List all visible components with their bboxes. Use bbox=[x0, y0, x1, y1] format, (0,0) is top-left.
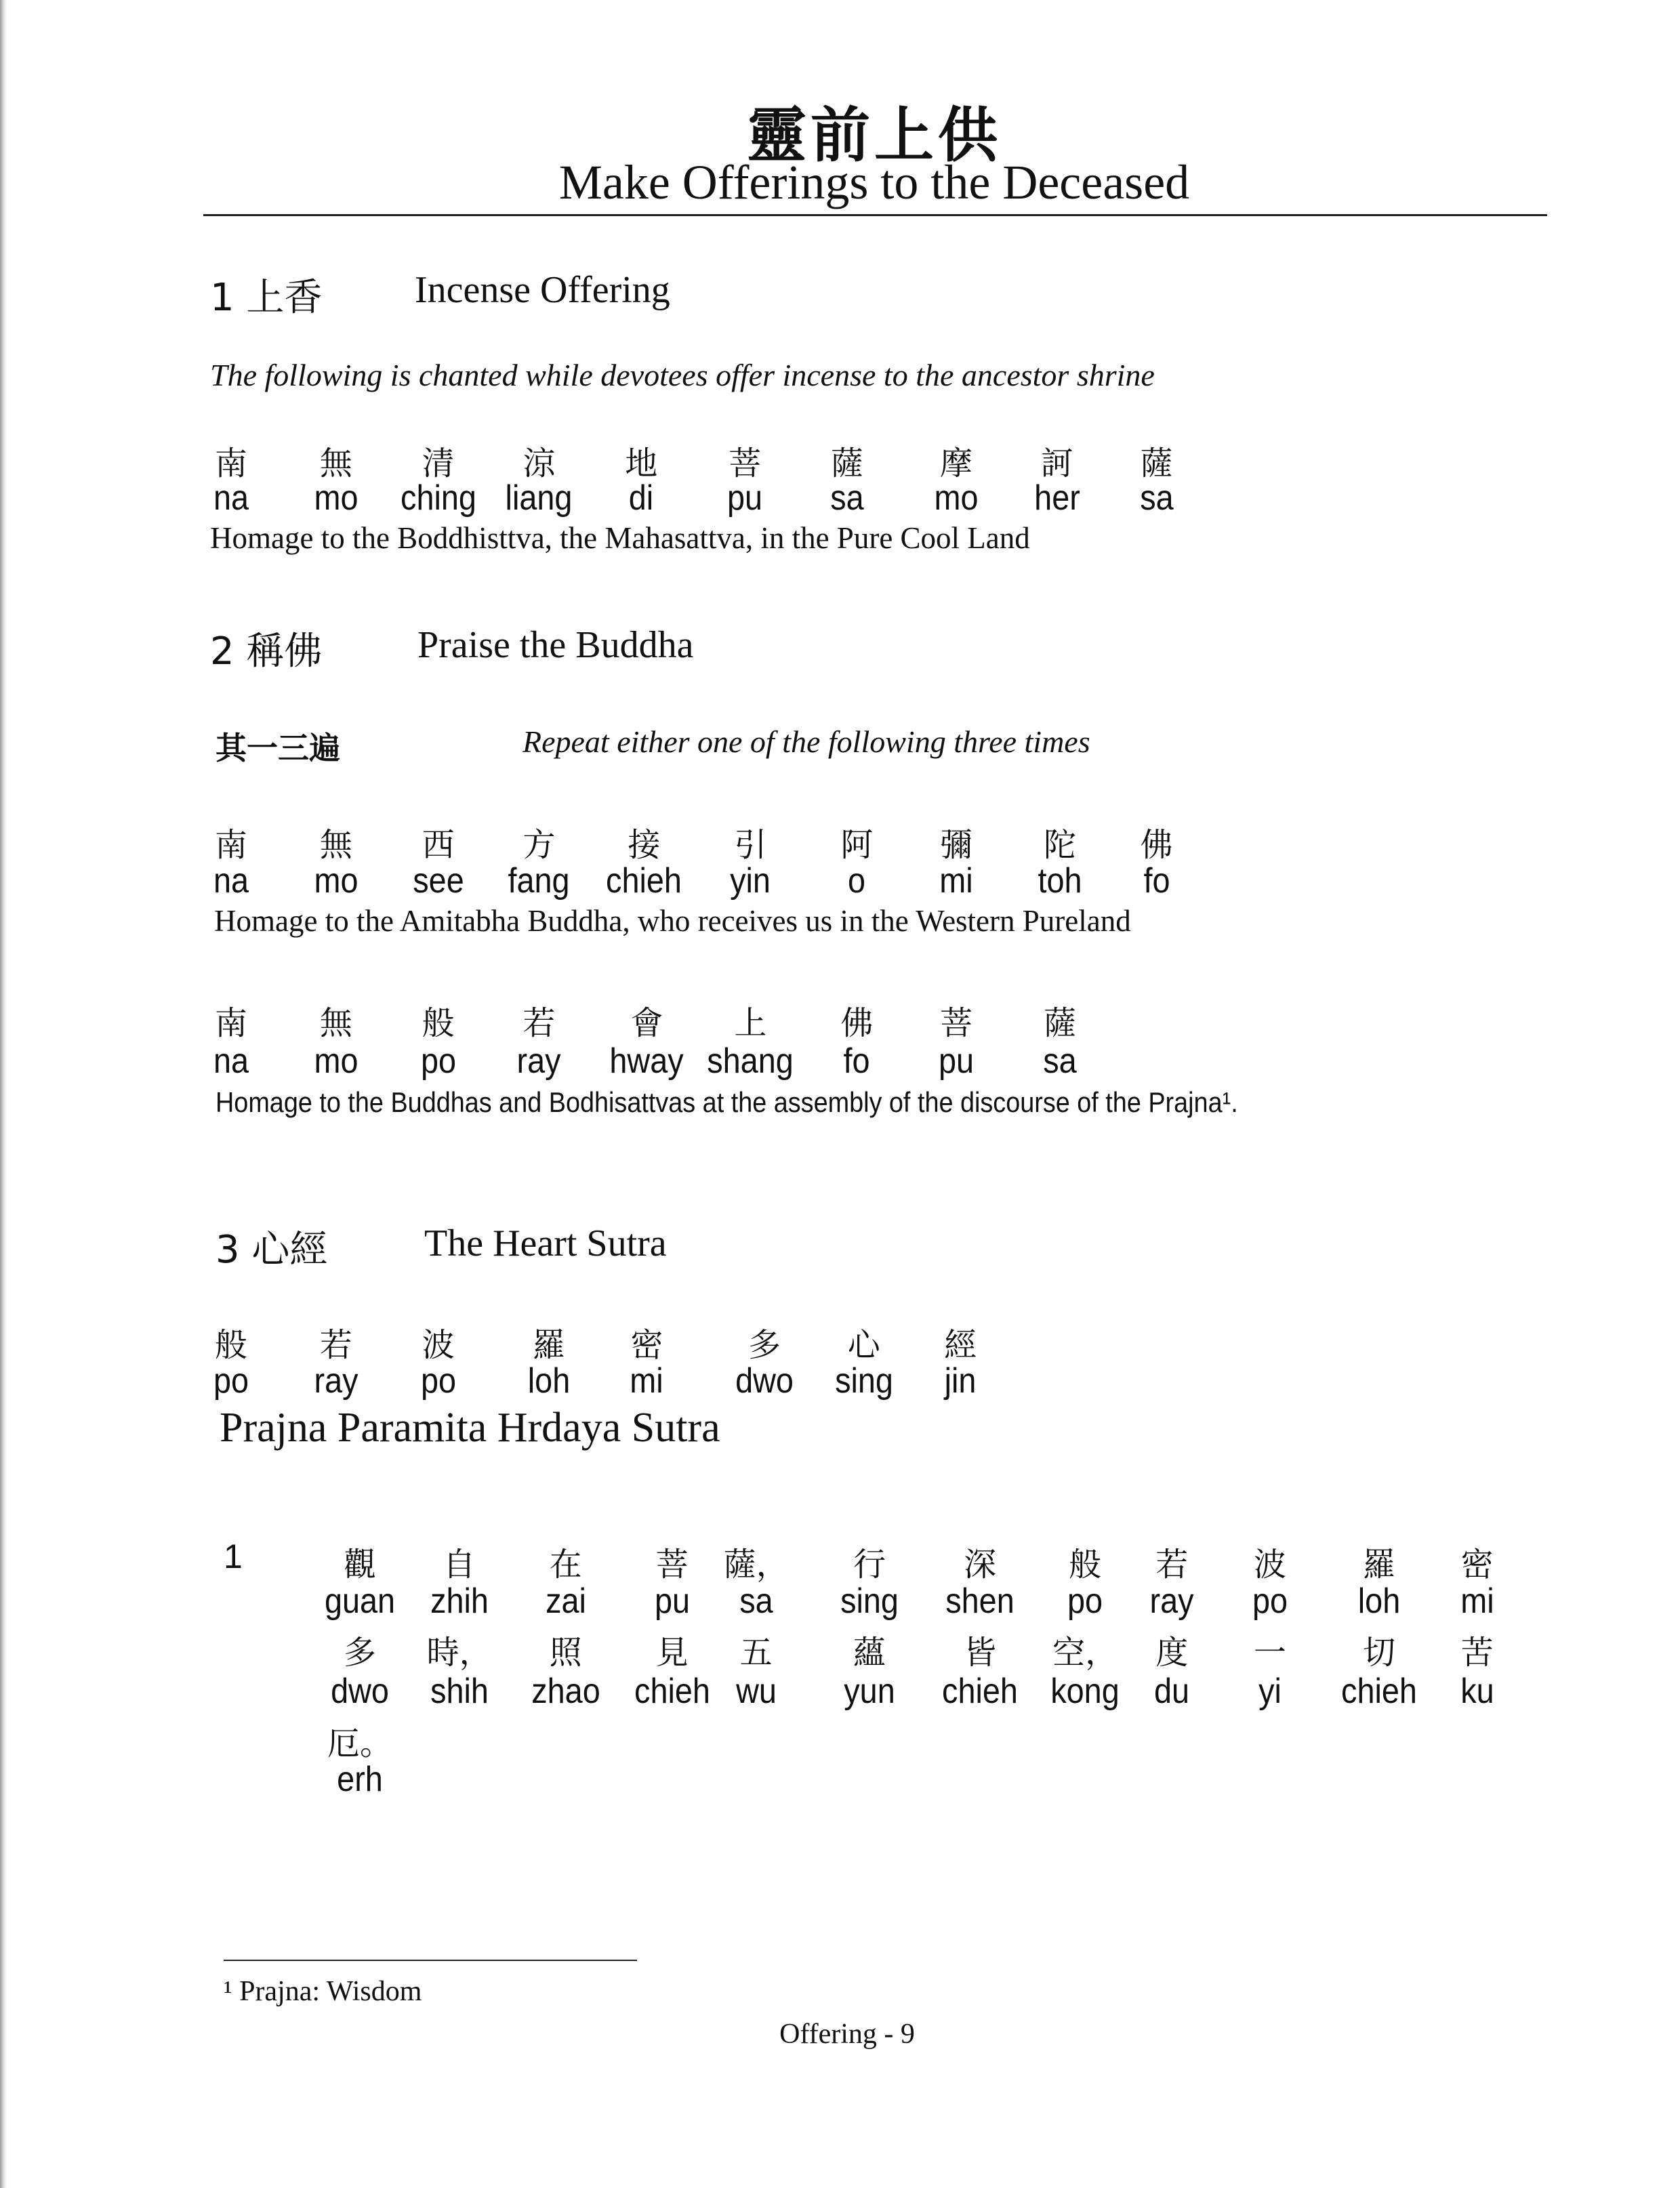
pinyin-syllable: mi bbox=[1460, 1582, 1494, 1621]
chinese-character: 上 bbox=[734, 1004, 767, 1042]
section-2-note: Repeat either one of the following three times bbox=[523, 724, 1090, 759]
page-title-chinese: 靈前上供 bbox=[746, 100, 1002, 170]
pinyin-syllable: sing bbox=[834, 1361, 893, 1401]
chinese-character: 會 bbox=[630, 1004, 663, 1042]
pinyin-syllable: yin bbox=[730, 861, 771, 901]
pinyin-syllable: dwo bbox=[331, 1672, 389, 1711]
pinyin-syllable: chieh bbox=[634, 1672, 710, 1711]
pinyin-syllable: po bbox=[1252, 1582, 1288, 1621]
chinese-character: 無 bbox=[319, 1004, 352, 1042]
page-title: Make Offerings to the Deceased bbox=[558, 155, 1190, 209]
chinese-character: 度 bbox=[1155, 1634, 1189, 1672]
pinyin-syllable: fo bbox=[843, 1041, 870, 1081]
section-1-note: The following is chanted while devotees offer incense to the ancestor shrine bbox=[210, 358, 1155, 392]
pinyin-syllable: wu bbox=[735, 1672, 777, 1711]
pinyin-syllable: mo bbox=[314, 1041, 358, 1081]
verse-number: 1 bbox=[224, 1537, 243, 1575]
pinyin-syllable: chieh bbox=[942, 1672, 1019, 1711]
chinese-character: 薩 bbox=[1140, 445, 1173, 482]
pinyin-syllable: sing bbox=[840, 1582, 899, 1621]
chinese-character: 在 bbox=[549, 1546, 582, 1584]
chinese-character: 菩 bbox=[655, 1546, 689, 1584]
chinese-character: 西 bbox=[422, 826, 455, 864]
chinese-character: 心 bbox=[847, 1326, 880, 1364]
chinese-character: 厄。 bbox=[327, 1725, 392, 1762]
footnote: ¹ Prajna: Wisdom bbox=[224, 1976, 422, 2007]
chinese-character: 佛 bbox=[840, 1004, 874, 1042]
pinyin-syllable: zhao bbox=[531, 1672, 600, 1711]
chinese-character: 羅 bbox=[1362, 1546, 1396, 1584]
pinyin-syllable: na bbox=[213, 478, 249, 518]
chinese-character: 地 bbox=[625, 445, 658, 482]
pinyin-syllable: po bbox=[1067, 1582, 1103, 1621]
chinese-character: 自 bbox=[443, 1546, 476, 1584]
pinyin-syllable: zhih bbox=[430, 1582, 489, 1621]
chinese-character: 觀 bbox=[343, 1546, 376, 1584]
chinese-character: 一 bbox=[1253, 1634, 1286, 1672]
chinese-character: 若 bbox=[1155, 1546, 1189, 1584]
pinyin-syllable: chieh bbox=[606, 861, 682, 901]
pinyin-syllable: dwo bbox=[735, 1361, 794, 1401]
pinyin-syllable: ray bbox=[314, 1361, 358, 1401]
pinyin-syllable: na bbox=[213, 1041, 249, 1081]
section-2-note-chinese: 其一三遍 bbox=[216, 730, 340, 766]
pinyin-syllable: di bbox=[629, 478, 654, 518]
chinese-character: 菩 bbox=[940, 1004, 973, 1042]
chinese-character: 多 bbox=[748, 1326, 781, 1364]
pinyin-syllable: chieh bbox=[1341, 1672, 1417, 1711]
chinese-character: 深 bbox=[964, 1546, 997, 1584]
chinese-character: 陀 bbox=[1043, 826, 1076, 864]
pinyin-syllable: sa bbox=[1139, 478, 1174, 518]
pinyin-syllable: ray bbox=[1149, 1582, 1194, 1621]
pinyin-syllable: jin bbox=[944, 1361, 977, 1401]
chinese-character: 無 bbox=[319, 445, 352, 482]
pinyin-syllable: pu bbox=[654, 1582, 690, 1621]
chinese-character: 摩 bbox=[940, 445, 973, 482]
pinyin-syllable: shang bbox=[707, 1041, 794, 1081]
pinyin-syllable: mi bbox=[939, 861, 973, 901]
chinese-character: 苦 bbox=[1460, 1634, 1494, 1672]
chant-row-2-translation: Homage to the Amitabha Buddha, who receives us in the Western Pureland bbox=[214, 904, 1131, 938]
pinyin-syllable: fang bbox=[508, 861, 570, 901]
pinyin-syllable: mo bbox=[314, 478, 358, 518]
chinese-character: 經 bbox=[944, 1326, 977, 1364]
pinyin-syllable: fo bbox=[1143, 861, 1170, 901]
chinese-character: 南 bbox=[214, 1004, 247, 1042]
chinese-character: 般 bbox=[1069, 1546, 1102, 1584]
chinese-character: 南 bbox=[214, 826, 247, 864]
chinese-character: 皆 bbox=[964, 1634, 997, 1672]
pinyin-syllable: liang bbox=[505, 478, 573, 518]
pinyin-syllable: see bbox=[412, 861, 464, 901]
pinyin-syllable: ray bbox=[516, 1041, 561, 1081]
chinese-character: 涼 bbox=[523, 445, 556, 482]
chinese-character: 空， bbox=[1052, 1634, 1118, 1672]
chinese-character: 訶 bbox=[1040, 445, 1073, 482]
pinyin-syllable: pu bbox=[727, 478, 763, 518]
pinyin-syllable: hway bbox=[609, 1041, 684, 1081]
chinese-character: 無 bbox=[319, 826, 352, 864]
chinese-character: 密 bbox=[630, 1326, 663, 1364]
chinese-character: 般 bbox=[214, 1326, 247, 1364]
chinese-character: 接 bbox=[628, 826, 661, 864]
chinese-character: 行 bbox=[853, 1546, 886, 1584]
section-3-title: The Heart Sutra bbox=[424, 1222, 667, 1264]
chinese-character: 波 bbox=[1253, 1546, 1286, 1584]
pinyin-syllable: shih bbox=[430, 1672, 489, 1711]
chinese-character: 切 bbox=[1362, 1634, 1396, 1672]
chinese-character: 見 bbox=[655, 1634, 689, 1672]
pinyin-syllable: loh bbox=[1357, 1582, 1401, 1621]
section-1-title: Incense Offering bbox=[415, 269, 670, 311]
footnote-divider bbox=[224, 1960, 637, 1961]
pinyin-syllable: sa bbox=[830, 478, 864, 518]
chinese-character: 菩 bbox=[729, 445, 762, 482]
pinyin-syllable: yi bbox=[1258, 1672, 1282, 1711]
section-1-number: 1 上香 bbox=[210, 276, 323, 320]
chinese-character: 薩 bbox=[830, 445, 863, 482]
pinyin-syllable: mo bbox=[934, 478, 979, 518]
chinese-character: 多 bbox=[343, 1634, 376, 1672]
pinyin-syllable: o bbox=[848, 861, 866, 901]
chinese-character: 阿 bbox=[840, 826, 874, 864]
pinyin-syllable: erh bbox=[337, 1760, 383, 1799]
chinese-character: 清 bbox=[422, 445, 455, 482]
chinese-character: 蘊 bbox=[853, 1634, 886, 1672]
pinyin-syllable: mi bbox=[630, 1361, 664, 1401]
chinese-character: 時， bbox=[426, 1634, 492, 1672]
pinyin-syllable: yun bbox=[844, 1672, 895, 1711]
chinese-character: 照 bbox=[549, 1634, 582, 1672]
pinyin-syllable: pu bbox=[939, 1041, 975, 1081]
chinese-character: 南 bbox=[214, 445, 247, 482]
chinese-character: 佛 bbox=[1140, 826, 1173, 864]
chinese-character: 般 bbox=[422, 1004, 455, 1042]
pinyin-syllable: mo bbox=[314, 861, 358, 901]
pinyin-syllable: shen bbox=[945, 1582, 1015, 1621]
pinyin-syllable: na bbox=[213, 861, 249, 901]
chinese-character: 羅 bbox=[532, 1326, 565, 1364]
title-divider bbox=[203, 214, 1547, 216]
pinyin-syllable: zai bbox=[545, 1582, 586, 1621]
pinyin-syllable: du bbox=[1154, 1672, 1190, 1711]
pinyin-syllable: po bbox=[213, 1361, 249, 1401]
pinyin-syllable: po bbox=[420, 1361, 456, 1401]
chinese-character: 密 bbox=[1460, 1546, 1494, 1584]
pinyin-syllable: po bbox=[420, 1041, 456, 1081]
section-2-title: Praise the Buddha bbox=[417, 624, 694, 666]
pinyin-syllable: guan bbox=[324, 1582, 396, 1621]
pinyin-syllable: her bbox=[1034, 478, 1080, 518]
pinyin-syllable: loh bbox=[527, 1361, 571, 1401]
chinese-character: 方 bbox=[523, 826, 556, 864]
page-number: Offering - 9 bbox=[779, 2019, 915, 2050]
chinese-character: 若 bbox=[523, 1004, 556, 1042]
chant-row-3-translation: Homage to the Buddhas and Bodhisattvas at the assembly of the discourse of the Prajna¹. bbox=[216, 1086, 1238, 1118]
sutra-subtitle: Prajna Paramita Hrdaya Sutra bbox=[220, 1405, 720, 1451]
section-2-number: 2 稱佛 bbox=[210, 629, 323, 674]
chinese-character: 彌 bbox=[940, 826, 973, 864]
chinese-character: 引 bbox=[734, 826, 767, 864]
pinyin-syllable: sa bbox=[1043, 1041, 1077, 1081]
section-3-number: 3 心經 bbox=[216, 1228, 328, 1272]
chinese-character: 薩， bbox=[723, 1546, 789, 1584]
chinese-character: 五 bbox=[739, 1634, 773, 1672]
chant-row-1-translation: Homage to the Boddhisttva, the Mahasattva, in the Pure Cool Land bbox=[210, 521, 1030, 555]
pinyin-syllable: sa bbox=[739, 1582, 773, 1621]
chinese-character: 薩 bbox=[1043, 1004, 1076, 1042]
pinyin-syllable: kong bbox=[1050, 1672, 1120, 1711]
scan-edge bbox=[0, 0, 7, 2188]
chinese-character: 若 bbox=[319, 1326, 352, 1364]
pinyin-syllable: toh bbox=[1038, 861, 1082, 901]
chinese-character: 波 bbox=[422, 1326, 455, 1364]
pinyin-syllable: ku bbox=[1460, 1672, 1494, 1711]
pinyin-syllable: ching bbox=[400, 478, 476, 518]
